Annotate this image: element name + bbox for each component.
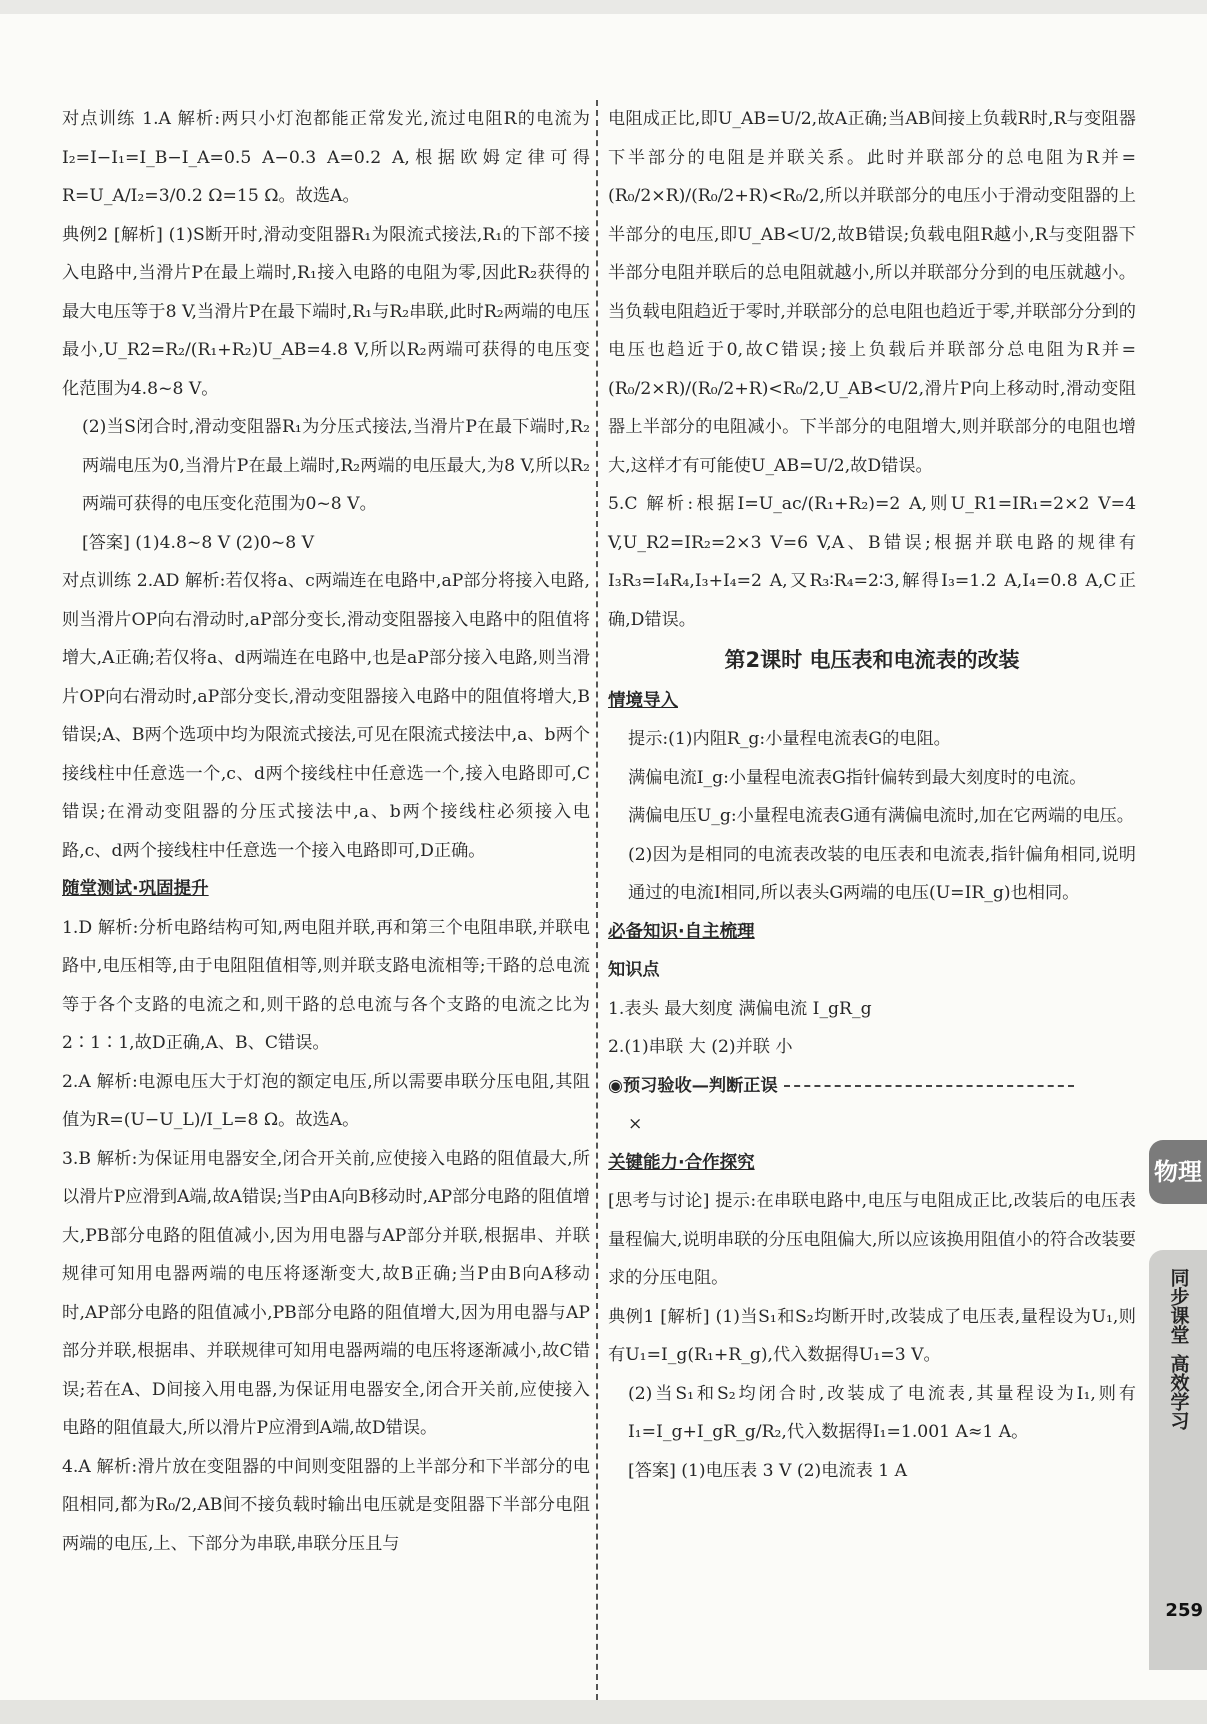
left-p1: 对点训练 1.A 解析:两只小灯泡都能正常发光,流过电阻R的电流为I₂=I−I₁=I_B−I_A=0.5 A−0.3 A=0.2 A,根据欧姆定律可得R=U_A/I₂=3/0.2 Ω=15 Ω。故选A。: [62, 109, 590, 206]
check-label: ◉预习验收—判断正误: [608, 1075, 778, 1096]
question-2: 2.A 解析:电源电压大于灯泡的额定电压,所以需要串联分压电阻,其阻值为R=(U−U_L)/I_L=8 Ω。故选A。: [62, 1071, 590, 1130]
left-p5: 对点训练 2.AD 解析:若仅将a、c两端连在电路中,aP部分将接入电路,则当滑片OP向右滑动时,aP部分变长,滑动变阻器接入电路中的阻值将增大,A正确;若仅将a、d两端连在电路中,也是aP部分接入电路,则当滑片OP向右滑动时,aP部分变长,滑动变阻器接入电路中的阻值将增大,B错误;A、B两个选项中均为限流式接法,可见在限流式接法中,a、b两个接线柱中任意选一个,c、d两个接线柱中任意选一个,接入电路即可,C错误;在滑动变阻器的分压式接法中,a、b两个接线柱必须接入电路,c、d两个接线柱中任意选一个接入电路即可,D正确。: [62, 571, 590, 861]
lesson-title: 第2课时 电压表和电流表的改装: [724, 648, 1020, 672]
example-1-answer: [答案] (1)电压表 3 V (2)电流表 1 A: [628, 1460, 908, 1481]
hint-4: (2)因为是相同的电流表改装的电压表和电流表,指针偏角相同,说明通过的电流I相同,所以表头G两端的电压(U=IR_g)也相同。: [628, 844, 1136, 903]
hint-3: 满偏电压U_g:小量程电流表G通有满偏电流时,加在它两端的电压。: [628, 806, 1134, 826]
column-divider: [596, 100, 598, 1700]
example-1: 典例1 [解析] (1)当S₁和S₂均断开时,改装成了电压表,量程设为U₁,则有U₁=I_g(R₁+R_g),代入数据得U₁=3 V。: [608, 1306, 1136, 1365]
question-3: 3.B 解析:为保证用电器安全,闭合开关前,应使接入电路的阻值最大,所以滑片P应滑到A端,故A错误;当P由A向B移动时,AP部分电路的阻值增大,PB部分电路的阻值减小,因为用电器与AP部分并联,根据串、并联规律可知用电器两端的电压将逐渐变大,故B正确;当P由B向A移动时,AP部分电路的阻值减小,PB部分电路的阻值增大,因为用电器与AP部分并联,根据串、并联规律可知用电器两端的电压将逐渐减小,故C错误;若在A、D间接入用电器,为保证用电器安全,闭合开关前,应使接入电路的阻值最大,所以滑片P应滑到A端,故D错误。: [62, 1148, 590, 1438]
knowledge-point-2: 2.(1)串联 大 (2)并联 小: [608, 1037, 793, 1057]
example-1-part2: (2)当S₁和S₂均闭合时,改装成了电流表,其量程设为I₁,则有I₁=I_g+I_gR_g/R₂,代入数据得I₁=1.001 A≈1 A。: [628, 1383, 1136, 1442]
section-heading-intro: 情境导入: [608, 690, 678, 711]
section-heading-ability: 关键能力·合作探究: [608, 1152, 755, 1173]
check-answer: ×: [628, 1114, 643, 1134]
knowledge-point-label: 知识点: [608, 960, 660, 980]
check-dash-line: [784, 1085, 1074, 1087]
hint-2: 满偏电流I_g:小量程电流表G指针偏转到最大刻度时的电流。: [628, 767, 1087, 788]
scan-edge-bottom: [0, 1700, 1207, 1724]
subject-tab: 物理: [1149, 1140, 1207, 1204]
right-column: [608, 100, 1136, 1490]
question-4: 4.A 解析:滑片放在变阻器的中间则变阻器的上半部分和下半部分的电阻相同,都为R₀/2,AB间不接负载时输出电压就是变阻器下半部分电阻两端的电压,上、下部分为串联,串联分压且与: [62, 1456, 590, 1554]
check-heading: [608, 1067, 1136, 1106]
section-heading-knowledge: 必备知识·自主梳理: [608, 921, 755, 942]
left-p2: 典例2 [解析] (1)S断开时,滑动变阻器R₁为限流式接法,R₁的下部不接入电路中,当滑片P在最上端时,R₁接入电路的电阻为零,因此R₂获得的最大电压等于8 V,当滑片P在最下端时,R₁与R₂串联,此时R₂两端的电压最小,U_R2=R₂/(R₁+R₂)U_AB=4.8 V,所以R₂两端可获得的电压变化范围为4.8~8 V。: [62, 224, 590, 399]
section-heading-test: 随堂测试·巩固提升: [62, 879, 209, 899]
series-label-2: 高效学习: [1167, 1354, 1190, 1430]
left-p3: (2)当S闭合时,滑动变阻器R₁为分压式接法,当滑片P在最下端时,R₂两端电压为0,当滑片P在最上端时,R₂两端的电压最大,为8 V,所以R₂两端可获得的电压变化范围为0~8 V。: [82, 417, 590, 514]
knowledge-point-1: 1.表头 最大刻度 满偏电流 I_gR_g: [608, 998, 872, 1019]
question-5: 5.C 解析:根据I=U_ac/(R₁+R₂)=2 A,则U_R1=IR₁=2×2 V=4 V,U_R2=IR₂=2×3 V=6 V,A、B错误;根据并联电路的规律有I₃R₃=I₄R₄,I₃+I₄=2 A,又R₃∶R₄=2∶3,解得I₃=1.2 A,I₄=0.8 A,C正确,D错误。: [608, 494, 1136, 630]
left-answer: [答案] (1)4.8~8 V (2)0~8 V: [82, 532, 315, 553]
question-1: 1.D 解析:分析电路结构可知,两电阻并联,再和第三个电阻串联,并联电路中,电压相等,由于电阻阻值相等,则并联支路电流相等;干路的总电流等于各个支路的电流之和,则干路的总电流与各个支路的电流之比为2∶1∶1,故D正确,A、B、C错误。: [62, 917, 590, 1053]
right-p1: 电阻成正比,即U_AB=U/2,故A正确;当AB间接上负载R时,R与变阻器下半部分的电阻是并联关系。此时并联部分的总电阻为R并=(R₀/2×R)/(R₀/2+R)<R₀/2,所以并联部分的电压小于滑动变阻器的上半部分的电压,即U_AB<U/2,故B错误;负载电阻R越小,R与变阻器下半部分电阻并联后的总电阻就越小,所以并联部分分到的电压就越小。当负载电阻趋近于零时,并联部分的总电阻也趋近于零,并联部分分到的电压也趋近于0,故C错误;接上负载后并联部分总电阻为R并=(R₀/2×R)/(R₀/2+R)<R₀/2,U_AB<U/2,滑片P向上移动时,滑动变阻器上半部分的电阻减小。下半部分的电阻增大,则并联部分的电阻也增大,这样才有可能使U_AB=U/2,故D错误。: [608, 109, 1136, 476]
scan-edge-top: [0, 0, 1207, 14]
left-column: [62, 100, 590, 1563]
think-discuss: [思考与讨论] 提示:在串联电路中,电压与电阻成正比,改装后的电压表量程偏大,说明串联的分压电阻偏大,所以应该换用阻值小的符合改装要求的分压电阻。: [608, 1191, 1136, 1288]
hint-1: 提示:(1)内阻R_g:小量程电流表G的电阻。: [628, 729, 951, 749]
series-label: 同步课堂: [1167, 1268, 1190, 1344]
page-number: 259: [1165, 1600, 1203, 1621]
